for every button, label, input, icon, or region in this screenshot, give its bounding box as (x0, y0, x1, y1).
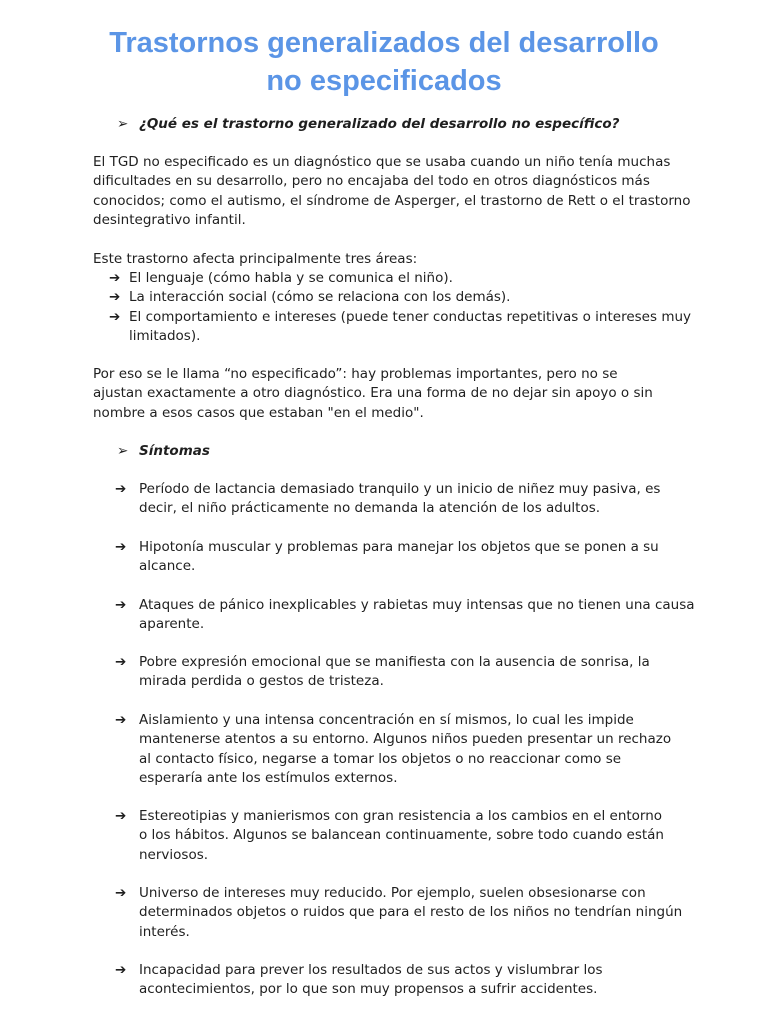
page-title (0, 24, 768, 100)
paragraph-line: desintegrativo infantil. (93, 212, 246, 229)
symptom-text: Hipotonía muscular y problemas para manejar los objetos que se ponen a su (139, 539, 659, 555)
arrow-bullet-icon: ➔ (109, 289, 121, 306)
symptom-text: nerviosos. (139, 846, 209, 863)
list-item (109, 308, 709, 347)
arrowhead-bullet-icon: ➢ (117, 116, 129, 132)
symptom-text: interés. (139, 923, 190, 940)
symptom-text: decir, el niño prácticamente no demanda la atención de los adultos. (139, 500, 601, 517)
list-item-text: limitados). (129, 328, 201, 345)
paragraph-line: dificultades en su desarrollo, pero no encajaba del todo en otros diagnósticos más (93, 173, 650, 190)
paragraph-why-unspecified (93, 365, 713, 423)
title-line: no especificados (266, 65, 502, 97)
symptom-text: o los hábitos. Algunos se balancean continuamente, sobre todo cuando están (139, 827, 664, 844)
symptom-item (115, 961, 715, 1000)
list-item (109, 269, 709, 288)
arrow-bullet-icon: ➔ (109, 308, 121, 325)
symptom-item (115, 884, 715, 942)
paragraph-line: Por eso se le llama “no especificado”: hay problemas importantes, pero no se (93, 366, 618, 382)
symptom-text: Incapacidad para prever los resultados de sus actos y vislumbrar los (139, 962, 603, 978)
section-heading-text: Síntomas (139, 443, 210, 459)
symptom-text: Universo de intereses muy reducido. Por ejemplo, suelen obsesionarse con (139, 885, 646, 901)
symptom-item (115, 807, 715, 865)
symptom-item (115, 653, 715, 692)
arrow-bullet-icon: ➔ (115, 481, 127, 497)
symptom-item (115, 480, 715, 519)
paragraph-definition (93, 153, 713, 231)
arrow-bullet-icon: ➔ (115, 712, 127, 728)
list-item-text: La interacción social (cómo se relaciona con los demás). (129, 289, 511, 306)
symptom-item (115, 596, 715, 635)
symptom-text: al contacto físico, negarse a tomar los objetos o no reaccionar como se (139, 750, 622, 767)
symptom-text: esperaría ante los estímulos externos. (139, 770, 398, 787)
arrowhead-bullet-icon: ➢ (117, 443, 129, 459)
symptom-item (115, 538, 715, 577)
symptom-text: determinados objetos o ruidos que para el resto de los niños no tendrían ningún (139, 904, 683, 921)
arrow-bullet-icon: ➔ (115, 654, 127, 670)
paragraph-areas-intro (93, 250, 713, 269)
symptom-text: mirada perdida o gestos de tristeza. (139, 673, 384, 690)
list-item (109, 288, 709, 307)
paragraph-line: nombre a esos casos que estaban "en el medio". (93, 404, 424, 421)
list-item-text: El lenguaje (cómo habla y se comunica el niño). (129, 270, 453, 286)
symptom-text: Pobre expresión emocional que se manifiesta con la ausencia de sonrisa, la (139, 654, 650, 670)
arrow-bullet-icon: ➔ (115, 539, 127, 555)
symptom-text: Ataques de pánico inexplicables y rabietas muy intensas que no tienen una causa (139, 597, 695, 613)
arrow-bullet-icon: ➔ (109, 270, 121, 286)
title-line: Trastornos generalizados del desarrollo (109, 27, 659, 59)
paragraph-line: Este trastorno afecta principalmente tres áreas: (93, 251, 418, 267)
areas-list (109, 269, 709, 347)
symptom-text: Aislamiento y una intensa concentración en sí mismos, lo cual les impide (139, 712, 634, 728)
symptom-text: mantenerse atentos a su entorno. Algunos niños pueden presentar un rechazo (139, 731, 672, 748)
symptom-text: acontecimientos, por lo que son muy propensos a sufrir accidentes. (139, 981, 598, 998)
symptom-text: alcance. (139, 558, 196, 575)
section-heading-text: ¿Qué es el trastorno generalizado del desarrollo no específico? (139, 116, 620, 132)
arrow-bullet-icon: ➔ (115, 808, 127, 824)
symptom-text: Período de lactancia demasiado tranquilo y un inicio de niñez muy pasiva, es (139, 481, 661, 497)
list-item-text: El comportamiento e intereses (puede tener conductas repetitivas o intereses muy (129, 308, 692, 325)
symptom-text: aparente. (139, 616, 205, 633)
paragraph-line: ajustan exactamente a otro diagnóstico. Era una forma de no dejar sin apoyo o sin (93, 385, 653, 402)
symptom-text: Estereotipias y manierismos con gran resistencia a los cambios en el entorno (139, 808, 663, 824)
arrow-bullet-icon: ➔ (115, 597, 127, 613)
section-heading-symptoms (117, 442, 210, 461)
paragraph-line: El TGD no especificado es un diagnóstico que se usaba cuando un niño tenía muchas (93, 154, 671, 170)
symptom-item (115, 711, 715, 789)
arrow-bullet-icon: ➔ (115, 962, 127, 978)
arrow-bullet-icon: ➔ (115, 885, 127, 901)
paragraph-line: conocidos; como el autismo, el síndrome de Asperger, el trastorno de Rett o el trastorno (93, 192, 691, 209)
section-heading-what-is (117, 115, 619, 134)
